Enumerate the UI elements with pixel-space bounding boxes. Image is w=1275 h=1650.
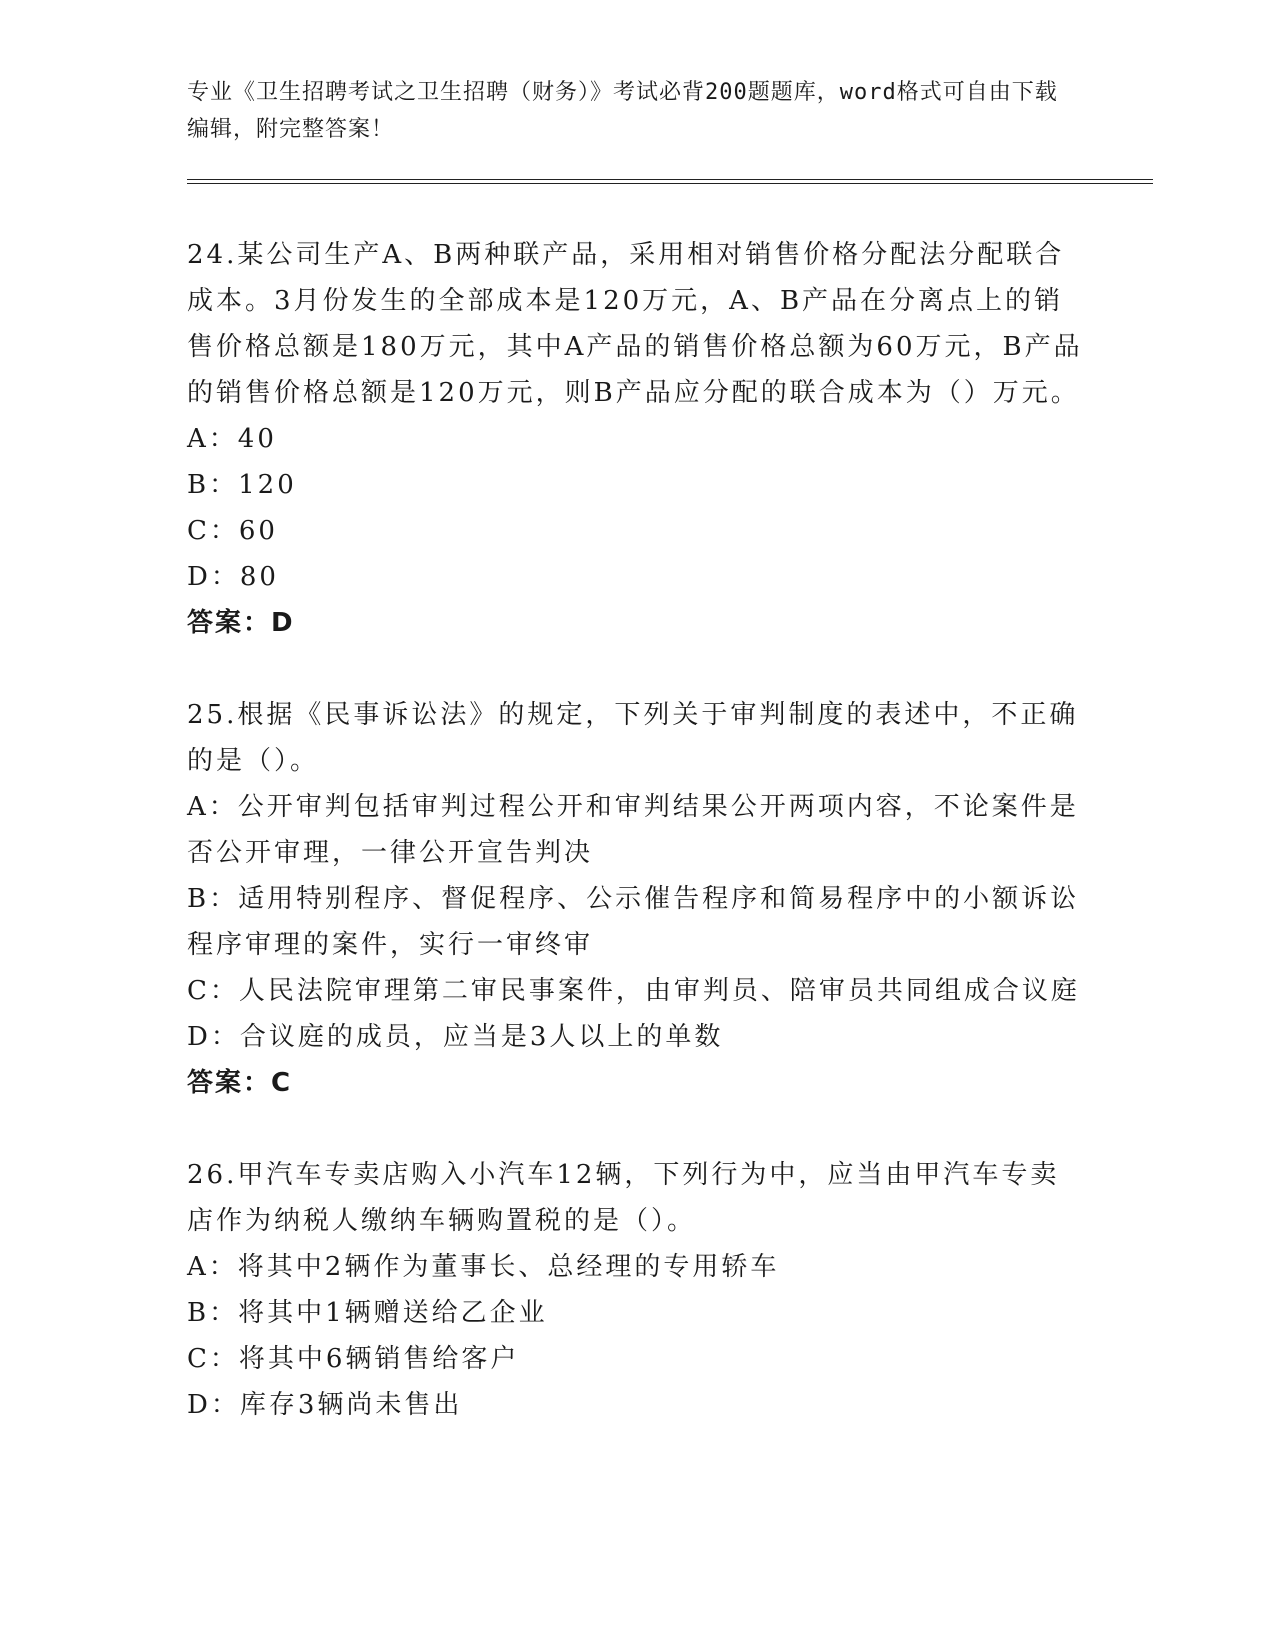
option-d: D：80 [187, 562, 279, 592]
option-c: C：人民法院审理第二审民事案件，由审判员、陪审员共同组成合议庭 [187, 976, 1080, 1006]
question-24 [187, 232, 1087, 646]
question-text: 25.根据《民事诉讼法》的规定，下列关于审判制度的表述中，不正确的是（）。 [187, 700, 1079, 776]
option-b: B：将其中1辆赠送给乙企业 [187, 1298, 548, 1328]
option-a: A：公开审判包括审判过程公开和审判结果公开两项内容，不论案件是否公开审理，一律公开宣告判决 [187, 792, 1079, 868]
question-25 [187, 692, 1087, 1106]
option-a: A：将其中2辆作为董事长、总经理的专用轿车 [187, 1252, 780, 1282]
option-b: B：120 [187, 470, 297, 500]
option-c: C：将其中6辆销售给客户 [187, 1344, 520, 1374]
header-divider-bottom [187, 183, 1153, 184]
document-header: 专业《卫生招聘考试之卫生招聘（财务）》考试必背200题题库，word格式可自由下载编辑，附完整答案！ [187, 80, 1058, 142]
option-a: A：40 [187, 424, 277, 454]
question-list [187, 232, 1087, 1474]
answer-line: 答案：D [187, 608, 295, 638]
header-divider-top [187, 179, 1153, 180]
option-b: B：适用特别程序、督促程序、公示催告程序和简易程序中的小额诉讼程序审理的案件，实行一审终审 [187, 884, 1080, 960]
question-text: 26.甲汽车专卖店购入小汽车12辆，下列行为中，应当由甲汽车专卖店作为纳税人缴纳车辆购置税的是（）。 [187, 1160, 1060, 1236]
option-d: D：库存3辆尚未售出 [187, 1390, 463, 1420]
option-c: C：60 [187, 516, 278, 546]
option-d: D：合议庭的成员，应当是3人以上的单数 [187, 1022, 724, 1052]
question-text: 24.某公司生产A、B两种联产品，采用相对销售价格分配法分配联合成本。3月份发生的全部成本是120万元，A、B产品在分离点上的销售价格总额是180万元，其中A产品的销售价格总额为60万元，B产品的销售价格总额是120万元，则B产品应分配的联合成本为（）万元。 [187, 240, 1083, 408]
answer-line: 答案：C [187, 1068, 293, 1098]
question-26 [187, 1152, 1087, 1428]
